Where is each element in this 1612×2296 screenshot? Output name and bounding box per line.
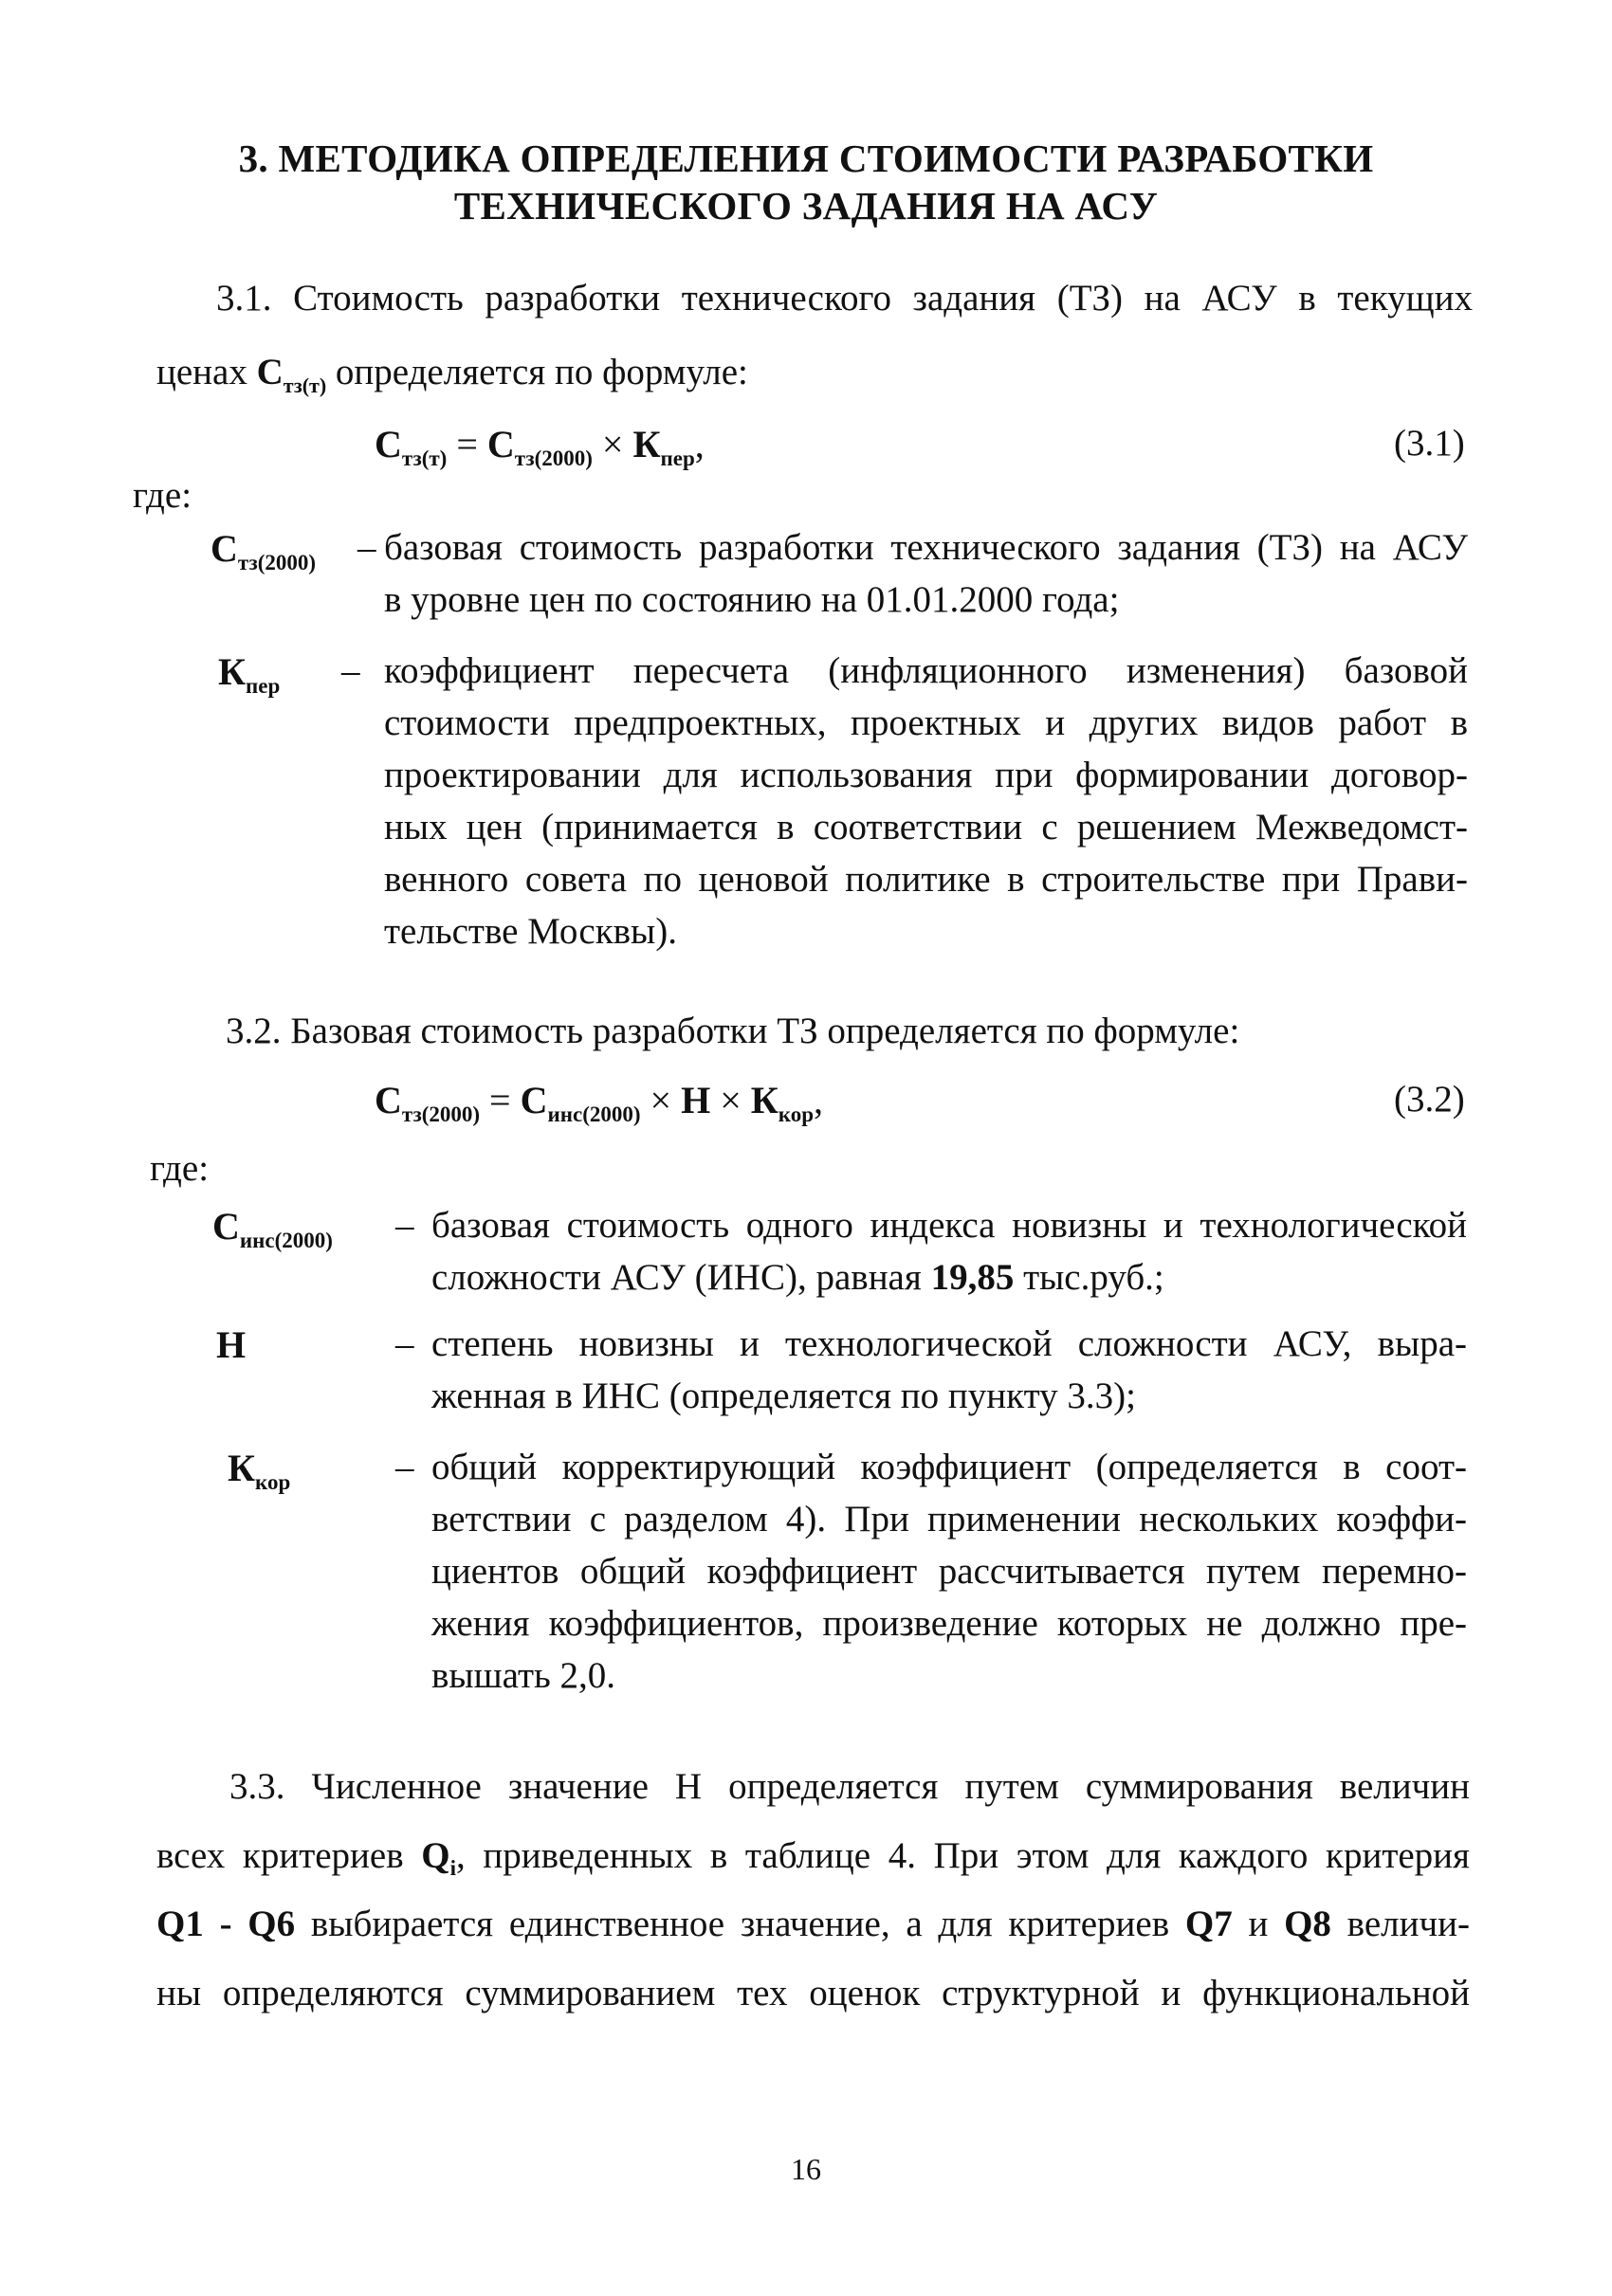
def-text-line: вышать 2,0. [431,1655,616,1696]
page-number: 16 [791,2152,821,2186]
def-text-line: базовая стоимость одного индекса новизны и технологической [431,1205,1467,1246]
def-text-line: коэффициент пересчета (инфляционного изменения) базовой [384,650,1468,691]
def-text-line: жения коэффициентов, произведение которых не должно пре- [431,1603,1467,1644]
def-text-line: общий корректирующий коэффициент (определяется в соот- [431,1447,1467,1487]
def-text-line: ветствии с разделом 4). При применении нескольких коэффи- [431,1499,1467,1540]
para-3-1-line-1: 3.1. Стоимость разработки технического задания (ТЗ) на АСУ в текущих [216,278,1473,319]
para-3-3-line-1: 3.3. Численное значение Н определяется путем суммирования величин [229,1766,1470,1807]
def-dash: – [395,1323,414,1364]
def-dash: – [395,1447,414,1487]
def-dash: – [341,650,360,691]
section-title-line-1: 3. МЕТОДИКА ОПРЕДЕЛЕНИЯ СТОИМОСТИ РАЗРАБОТКИ [238,137,1374,180]
def-text-line: тельстве Москвы). [384,911,677,952]
def-text-line: в уровне цен по состоянию на 01.01.2000 года; [384,579,1120,620]
def-text-line: стоимости предпроектных, проектных и других видов работ в [384,702,1468,743]
section-title-line-2: ТЕХНИЧЕСКОГО ЗАДАНИЯ НА АСУ [453,184,1159,228]
para-3-2-line-1: 3.2. Базовая стоимость разработки ТЗ определяется по формуле: [226,1011,1240,1051]
def-text-line: степень новизны и технологической сложности АСУ, выра- [431,1323,1467,1364]
def-text-line: циентов общий коэффициент рассчитывается путем перемно- [431,1551,1467,1592]
def-text-line: ных цен (принимается в соответствии с решением Межведомст- [384,807,1468,847]
def-text-line: базовая стоимость разработки технического задания (ТЗ) на АСУ [384,527,1468,568]
formula-3-1: $С_{тз(т)} = С_{тз(2000)} \times К_{пер}$, [375,423,705,470]
formula-3-2: $С_{тз(2000)} = С_{инс(2000)} \times Н \times К_{кор}$, [375,1079,824,1126]
para-3-3-line-4: ны определяются суммированием тех оценок структурной и функциональной [156,1973,1470,2014]
def-symbol-kper: $К_{пер}$ [218,650,281,698]
def-dash: – [395,1205,414,1246]
def-text-line: венного совета по ценовой политике в строительстве при Прави- [384,859,1468,900]
def-text-line: сложности АСУ (ИНС), равная 19,85 тыс.руб.; [431,1257,1164,1298]
where-label-3-2: где: [150,1148,210,1189]
def-symbol-kkor: $К_{кор}$ [228,1447,291,1494]
def-text-line: женная в ИНС (определяется по пункту 3.3); [431,1376,1136,1416]
para-3-1-line-2: ценах $С_{тз(т)}$ определяется по формуле: [156,352,748,397]
def-symbol-stz2000: $С_{тз(2000)}$ [211,527,317,574]
def-dash: – [357,527,376,568]
def-text-line: проектировании для использования при формировании договор- [384,755,1468,795]
para-3-3-line-2: всех критериев $Q_i$, приведенных в таблице 4. При этом для каждого критерия [156,1835,1470,1880]
def-symbol-n: Н [216,1323,247,1366]
formula-3-2-number: (3.2) [1394,1079,1465,1120]
para-3-3-line-3: Q1 - Q6 выбирается единственное значение, а для критериев Q7 и Q8 величи- [156,1904,1470,1944]
def-symbol-sins2000: $С_{инс(2000)}$ [212,1205,333,1252]
formula-3-1-number: (3.1) [1394,423,1465,464]
where-label-3-1: где: [133,475,192,516]
